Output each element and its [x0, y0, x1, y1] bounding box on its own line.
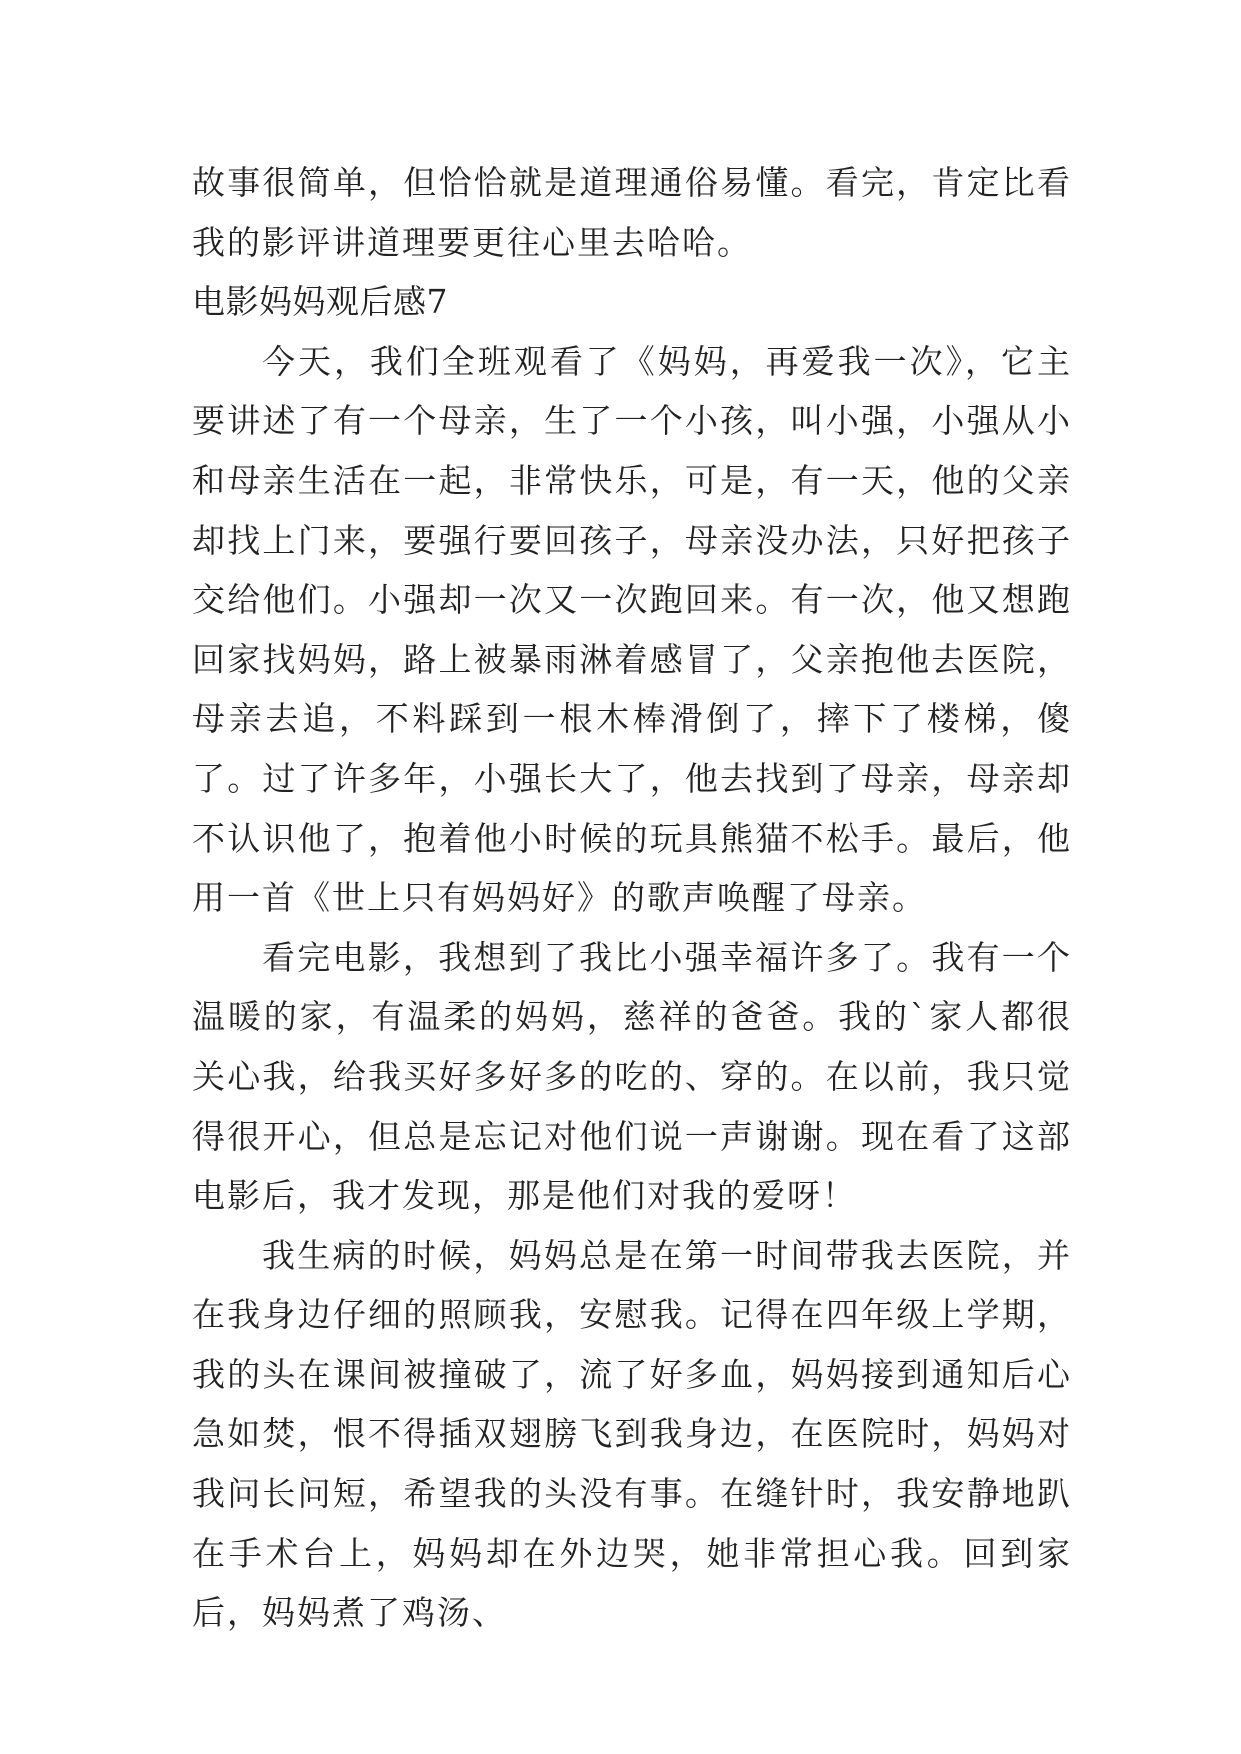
- paragraph-memory: 我生病的时候，妈妈总是在第一时间带我去医院，并在我身边仔细的照顾我，安慰我。记得在四年级上学期，我的头在课间被撞破了，流了好多血，妈妈接到通知后心急如焚，恨不得插双翅膀飞到我身边，在医院时，妈妈对我问长问短，希望我的头没有事。在缝针时，我安静地趴在手术台上，妈妈却在外边哭，她非常担心我。回到家后，妈妈煮了鸡汤、: [192, 1235, 1072, 1633]
- paragraph-reflection: 看完电影，我想到了我比小强幸福许多了。我有一个温暖的家，有温柔的妈妈，慈祥的爸爸。我的`家人都很关心我，给我买好多好多的吃的、穿的。在以前，我只觉得很开心，但总是忘记对他们说一声谢谢。现在看了这部电影后，我才发现，那是他们对我的爱呀！: [192, 937, 1072, 1216]
- paragraph-intro: 故事很简单，但恰恰就是道理通俗易懂。看完，肯定比看我的影评讲道理要更往心里去哈哈。: [192, 163, 1072, 262]
- document-body: [192, 153, 1072, 1643]
- section-heading: 电影妈妈观后感7: [192, 282, 448, 322]
- paragraph-summary: 今天，我们全班观看了《妈妈，再爱我一次》，它主要讲述了有一个母亲，生了一个小孩，叫小强，小强从小和母亲生活在一起，非常快乐，可是，有一天，他的父亲却找上门来，要强行要回孩子，母亲没办法，只好把孩子交给他们。小强却一次又一次跑回来。有一次，他又想跑回家找妈妈，路上被暴雨淋着感冒了，父亲抱他去医院，母亲去追，不料踩到一根木棒滑倒了，摔下了楼梯，傻了。过了许多年，小强长大了，他去找到了母亲，母亲却不认识他了，抱着他小时候的玩具熊猫不松手。最后，他用一首《世上只有妈妈好》的歌声唤醒了母亲。: [192, 341, 1072, 918]
